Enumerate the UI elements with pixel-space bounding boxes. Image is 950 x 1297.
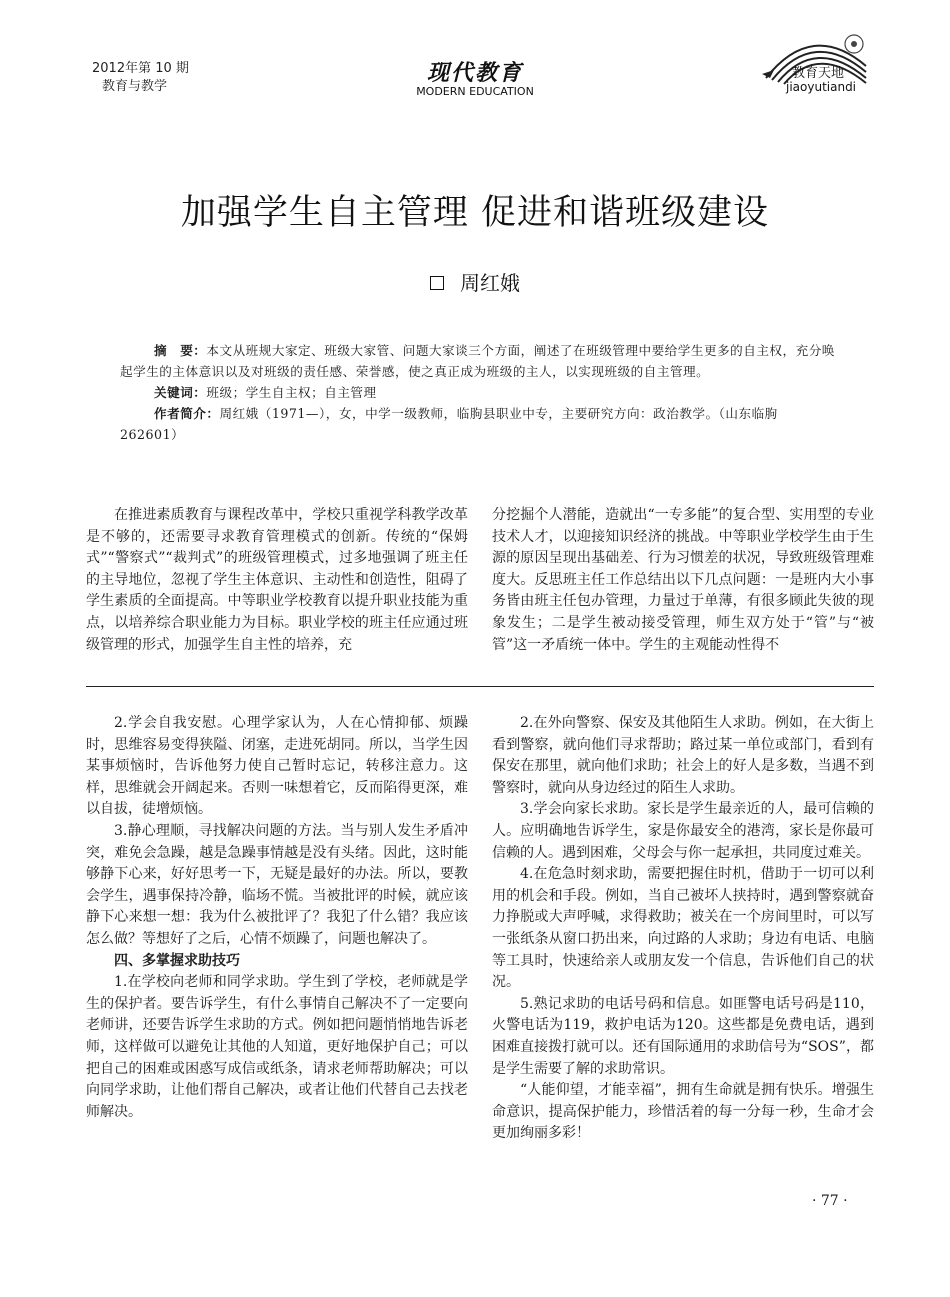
article-title: 加强学生自主管理 促进和谐班级建设 xyxy=(180,193,770,233)
paragraph: 2.学会自我安慰。心理学家认为，人在心情抑郁、烦躁时，思维容易变得狭隘、闭塞，走进死胡同。所以，当学生因某事烦恼时，告诉他努力使自己暂时忘记，转移注意力。这样，思维就会开阔起来。否则一味想着它，反而陷得更深，难以自拔，徒增烦恼。 xyxy=(86,715,468,818)
paragraph: “人能仰望，才能幸福”，拥有生命就是拥有快乐。增强生命意识，提高保护能力，珍惜活着的每一分每一秒，生命才会更加绚丽多彩！ xyxy=(492,1082,874,1142)
paragraph: 3.静心理顺，寻找解决问题的方法。当与别人发生矛盾冲突，难免会急躁，越是急躁事情越是没有头绪。因此，这时能够静下心来，好好思考一下，无疑是最好的办法。所以，要教会学生，遇事保持冷静，临场不慌。当被批评的时候，就应该静下心来想一想：我为什么被批评了？我犯了什么错？我应该怎么做？等想好了之后，心情不烦躁了，问题也解决了。 xyxy=(86,822,468,947)
column-title-cn: 教育天地 xyxy=(792,66,845,81)
issue-number: 2012年第 10 期 xyxy=(92,61,189,76)
section-divider xyxy=(86,686,874,687)
author-bio xyxy=(120,403,840,445)
keywords-text: 班级；学生自主权；自主管理 xyxy=(206,385,377,400)
square-icon xyxy=(430,276,444,290)
column-title-en: jiaoyutiandi xyxy=(786,80,857,94)
author-line xyxy=(0,267,950,296)
paragraph: 1.在学校向老师和同学求助。学生到了学校，老师就是学生的保护者。要告诉学生，有什么事情自己解决不了一定要向老师讲，还要告诉学生求助的方式。例如把问题悄悄地告诉老师，这样做可以避免让其他的人知道，更好地保护自己；可以把自己的困难或困惑写成信或纸条，请求老师帮助解决；可以向同学求助，让他们帮自己解决，或者让他们代替自己去找老师解决。 xyxy=(86,974,468,1120)
article-meta xyxy=(120,340,840,445)
abstract xyxy=(120,340,840,382)
keywords xyxy=(120,382,840,403)
paragraph: 分挖掘个人潜能，造就出“一专多能”的复合型、实用型的专业技术人才，以迎接知识经济的挑战。中等职业学校学生由于生源的原因呈现出基础差、行为习惯差的状况，导致班级管理难度大。反思班主任工作总结出以下几点问题：一是班内大小事务皆由班主任包办管理，力量过于单薄，有很多顾此失彼的现象发生；二是学生被动接受管理，师生双方处于“管”与“被管”这一矛盾统一体中。学生的主观能动性得不 xyxy=(492,507,874,653)
author-name: 周红娥 xyxy=(460,271,520,295)
page-number: · 77 · xyxy=(812,1193,848,1209)
keywords-label: 关键词： xyxy=(154,385,207,400)
paragraph: 5.熟记求助的电话号码和信息。如匪警电话号码是110，火警电话为119，救护电话为120。这些都是免费电话，遇到困难直接拨打就可以。还有国际通用的求助信号为“SOS”，都是学生需要了解的求助常识。 xyxy=(492,995,874,1077)
section-heading: 四、多掌握求助技巧 xyxy=(114,952,240,969)
paragraph: 2.在外向警察、保安及其他陌生人求助。例如，在大街上看到警察，就向他们寻求帮助；路过某一单位或部门，看到有保安在那里，就向他们求助；社会上的好人是多数，当遇不到警察时，就向从身边经过的陌生人求助。 xyxy=(492,715,874,796)
journal-title-en: MODERN EDUCATION xyxy=(416,85,534,98)
abstract-label: 摘 要： xyxy=(154,343,207,358)
paragraph: 4.在危急时刻求助，需要把握住时机，借助于一切可以利用的机会和手段。例如，当自己被坏人挟持时，遇到警察就奋力挣脱或大声呼喊，求得救助；被关在一个房间里时，可以写一张纸条从窗口扔出来，向过路的人求助；身边有电话、电脑等工具时，快速给亲人或朋友发一个信息，告诉他们自己的状况。 xyxy=(492,866,874,991)
section-name: 教育与教学 xyxy=(102,79,168,94)
body-column-right xyxy=(492,713,874,1145)
intro-column-right xyxy=(492,505,874,656)
bio-label: 作者简介： xyxy=(154,406,220,421)
column-emblem xyxy=(758,26,876,98)
body-column-left xyxy=(86,713,468,1123)
intro-column-left xyxy=(86,505,468,656)
paragraph: 3.学会向家长求助。家长是学生最亲近的人，最可信赖的人。应明确地告诉学生，家是你最安全的港湾，家长是你最可信赖的人。遇到困难，父母会与你一起承担，共同度过难关。 xyxy=(492,801,874,861)
abstract-text: 本文从班规大家定、班级大家管、问题大家谈三个方面，阐述了在班级管理中要给学生更多的自主权，充分唤起学生的主体意识以及对班级的责任感、荣誉感，使之真正成为班级的主人，以实现班级的自主管理。 xyxy=(120,343,835,379)
paragraph: 在推进素质教育与课程改革中，学校只重视学科教学改革是不够的，还需要寻求教育管理模式的创新。传统的“保姆式”“警察式”“裁判式”的班级管理模式，过多地强调了班主任的主导地位，忽视了学生主体意识、主动性和创造性，阻碍了学生素质的全面提高。中等职业学校教育以提升职业技能为重点，以培养综合职业能力为目标。职业学校的班主任应通过班级管理的形式，加强学生自主性的培养，充 xyxy=(86,507,468,653)
bio-text: 周红娥（1971—），女，中学一级教师，临朐县职业中专，主要研究方向：政治教学。（山东临朐 262601） xyxy=(120,406,791,442)
journal-title-cn: 现代教育 xyxy=(426,60,523,86)
